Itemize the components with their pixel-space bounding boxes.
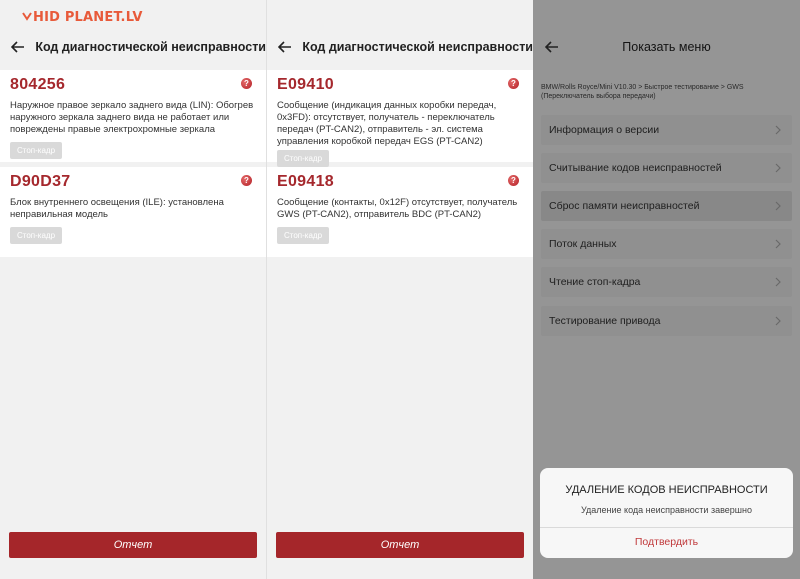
page-title: Код диагностической неисправности: [302, 40, 533, 54]
freeze-frame-button[interactable]: Стоп-кадр: [277, 150, 329, 167]
fault-code: D90D37: [10, 173, 71, 190]
fault-card: [0, 167, 266, 257]
question-mark-icon[interactable]: ?: [241, 78, 252, 89]
menu-item-label: Чтение стоп-кадра: [549, 276, 641, 288]
header: [0, 33, 266, 61]
fault-card: [0, 70, 266, 162]
fault-description: Наружное правое зеркало заднего вида (LIN): Обогрев наружного зеркала заднего вида не работает или повреждены правые электрохромные зеркала: [10, 100, 254, 135]
fault-code: 804256: [10, 76, 66, 93]
header: [267, 33, 533, 61]
freeze-frame-button[interactable]: Стоп-кадр: [10, 142, 62, 159]
menu-item-label: Тестирование привода: [549, 315, 661, 327]
report-button[interactable]: Отчет: [9, 532, 257, 558]
fault-description: Сообщение (индикация данных коробки передач, 0x3FD): отсутствует, получатель - переключатель передач (PT-CAN2), отправитель - эл. система управления коробкой передач EGS (PT-CAN2): [277, 100, 497, 147]
fault-codes-panel-middle: [267, 0, 533, 579]
arrow-left-icon: [11, 41, 25, 53]
fault-description: Сообщение (контакты, 0x12F) отсутствует, получатель GWS (PT-CAN2), отправитель BDC (PT-CAN2): [277, 197, 518, 220]
back-button[interactable]: [10, 38, 25, 56]
breadcrumb: BMW/Rolls Royce/Mini V10.30 > Быстрое тестирование > GWS (Переключатель выбора передачи): [541, 84, 744, 100]
question-mark-icon[interactable]: ?: [508, 78, 519, 89]
arrow-left-icon: [545, 41, 559, 53]
page-title: Код диагностической неисправности: [35, 40, 266, 54]
dialog-divider: [540, 527, 793, 528]
arrow-left-icon: [278, 41, 292, 53]
brand-logo: [22, 10, 143, 25]
dialog-message: Удаление кода неисправности завершно: [581, 505, 752, 515]
fault-description: Блок внутреннего освещения (ILE): установлена неправильная модель: [10, 197, 224, 220]
report-button[interactable]: Отчет: [276, 532, 524, 558]
fault-card: [267, 70, 533, 162]
back-button[interactable]: [277, 38, 292, 56]
fault-codes-panel-left: [0, 0, 267, 579]
page-title: Показать меню: [622, 40, 711, 54]
freeze-frame-button[interactable]: Стоп-кадр: [10, 227, 62, 244]
dialog-title: УДАЛЕНИЕ КОДОВ НЕИСПРАВНОСТИ: [565, 484, 768, 496]
brand-logo-text: HID PLANET.LV: [33, 10, 143, 25]
menu-item-label: Поток данных: [549, 238, 617, 250]
fault-code: E09418: [277, 173, 334, 190]
confirm-button[interactable]: Подтвердить: [634, 536, 699, 548]
fault-card: [267, 167, 533, 257]
freeze-frame-button[interactable]: Стоп-кадр: [277, 227, 329, 244]
fault-code: E09410: [277, 76, 334, 93]
menu-item-label: Сброс памяти неисправностей: [549, 200, 700, 212]
menu-item-label: Считывание кодов неисправностей: [549, 162, 722, 174]
question-mark-icon[interactable]: ?: [241, 175, 252, 186]
clear-codes-dialog: [540, 468, 793, 558]
menu-item-label: Информация о версии: [549, 124, 660, 136]
back-button[interactable]: [543, 38, 561, 56]
brand-logo-icon: [22, 11, 32, 21]
question-mark-icon[interactable]: ?: [508, 175, 519, 186]
